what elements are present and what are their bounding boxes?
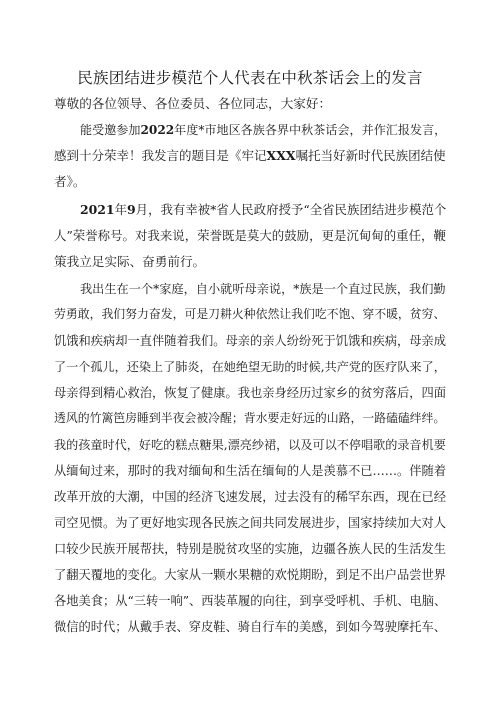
- paragraph-3-line: 我的孩童时代，好吃的糕点糖果,漂亮纱裙，以及可以不停唱歌的录音机要: [54, 438, 446, 452]
- text: 感到十分荣幸！我发言的题目是《牢记: [54, 148, 267, 163]
- paragraph-3-line: 母亲得到精心救治，恢复了健康。我也亲身经历过家乡的贫穷落后，四面: [54, 386, 446, 400]
- text: 年度*市地区各族各界中秋茶话会，并作汇报发言，: [174, 123, 447, 137]
- year-2022: 2022: [140, 123, 175, 137]
- paragraph-1-line-3: 者》。: [54, 174, 86, 189]
- paragraph-3-line: 我出生在一个*家庭，自小就听母亲说，*族是一个直过民族，我们勤: [80, 282, 446, 296]
- paragraph-3-line: 饥饿和疾病却一直伴随着我们。母亲的亲人纷纷死于饥饿和疾病，母亲成: [54, 334, 446, 348]
- text: 月，我有幸被*省人民政府授予“全省民族团结进步模范个: [135, 202, 447, 217]
- text: 嘱托当好新时代民族团结使: [295, 148, 446, 163]
- paragraph-3-line: 司空见惯。为了更好地实现各民族之间共同发展进步，国家持续加大对人: [54, 516, 446, 530]
- xxx-placeholder: XXX: [266, 148, 296, 163]
- greeting: 尊敬的各位领导、各位委员、各位同志，大家好：: [54, 96, 332, 111]
- month-9: 9: [127, 202, 136, 217]
- paragraph-1-line-2: [54, 150, 446, 163]
- year-2021: 2021: [80, 202, 115, 217]
- paragraph-2-line-2: 人”荣誉称号。对我来说，荣誉既是莫大的鼓励，更是沉甸甸的重任，鞭: [54, 228, 446, 243]
- paragraph-1-line-1: [80, 124, 446, 136]
- paragraph-2-line-1: [80, 204, 446, 216]
- paragraph-3-line: 从缅甸过来，那时的我对缅甸和生活在缅甸的人是羡慕不已……。伴随着: [54, 464, 446, 478]
- text: 能受邀参加: [80, 123, 141, 137]
- paragraph-3-line: 了翻天覆地的变化。大家从一颗水果糖的欢悦期盼，到足不出户品尝世界: [54, 568, 446, 582]
- paragraph-3-line: 了一个孤儿，还染上了肺炎，在她绝望无助的时候,共产党的医疗队来了，: [54, 360, 446, 374]
- paragraph-3-line: 劳勇敢，我们努力奋发，可是刀耕火种依然让我们吃不饱、穿不暖，贫穷、: [54, 307, 446, 321]
- paragraph-3-line: 微信的时代；从戴手表、穿皮鞋、骑自行车的美感，到如今驾驶摩托车、: [54, 620, 446, 634]
- paragraph-3-line: 各地美食；从“三转一响”、西装革履的向往，到享受呼机、手机、电脑、: [54, 594, 447, 608]
- paragraph-3-line: 改革开放的大潮，中国的经济飞速发展，过去没有的稀罕东西，现在已经: [54, 490, 446, 504]
- paragraph-2-line-3: 策我立足实际、奋勇前行。: [54, 254, 206, 269]
- paragraph-3-line: 口较少民族开展帮扶，特别是脱贫攻坚的实施，边疆各族人民的生活发生: [54, 542, 446, 556]
- text: 年: [114, 202, 127, 217]
- paragraph-3-line: 透风的竹篱笆房睡到半夜会被冷醒；背水要走好远的山路，一路磕磕绊绊。: [54, 411, 446, 425]
- document-title: 民族团结进步模范个人代表在中秋茶话会上的发言: [77, 69, 423, 87]
